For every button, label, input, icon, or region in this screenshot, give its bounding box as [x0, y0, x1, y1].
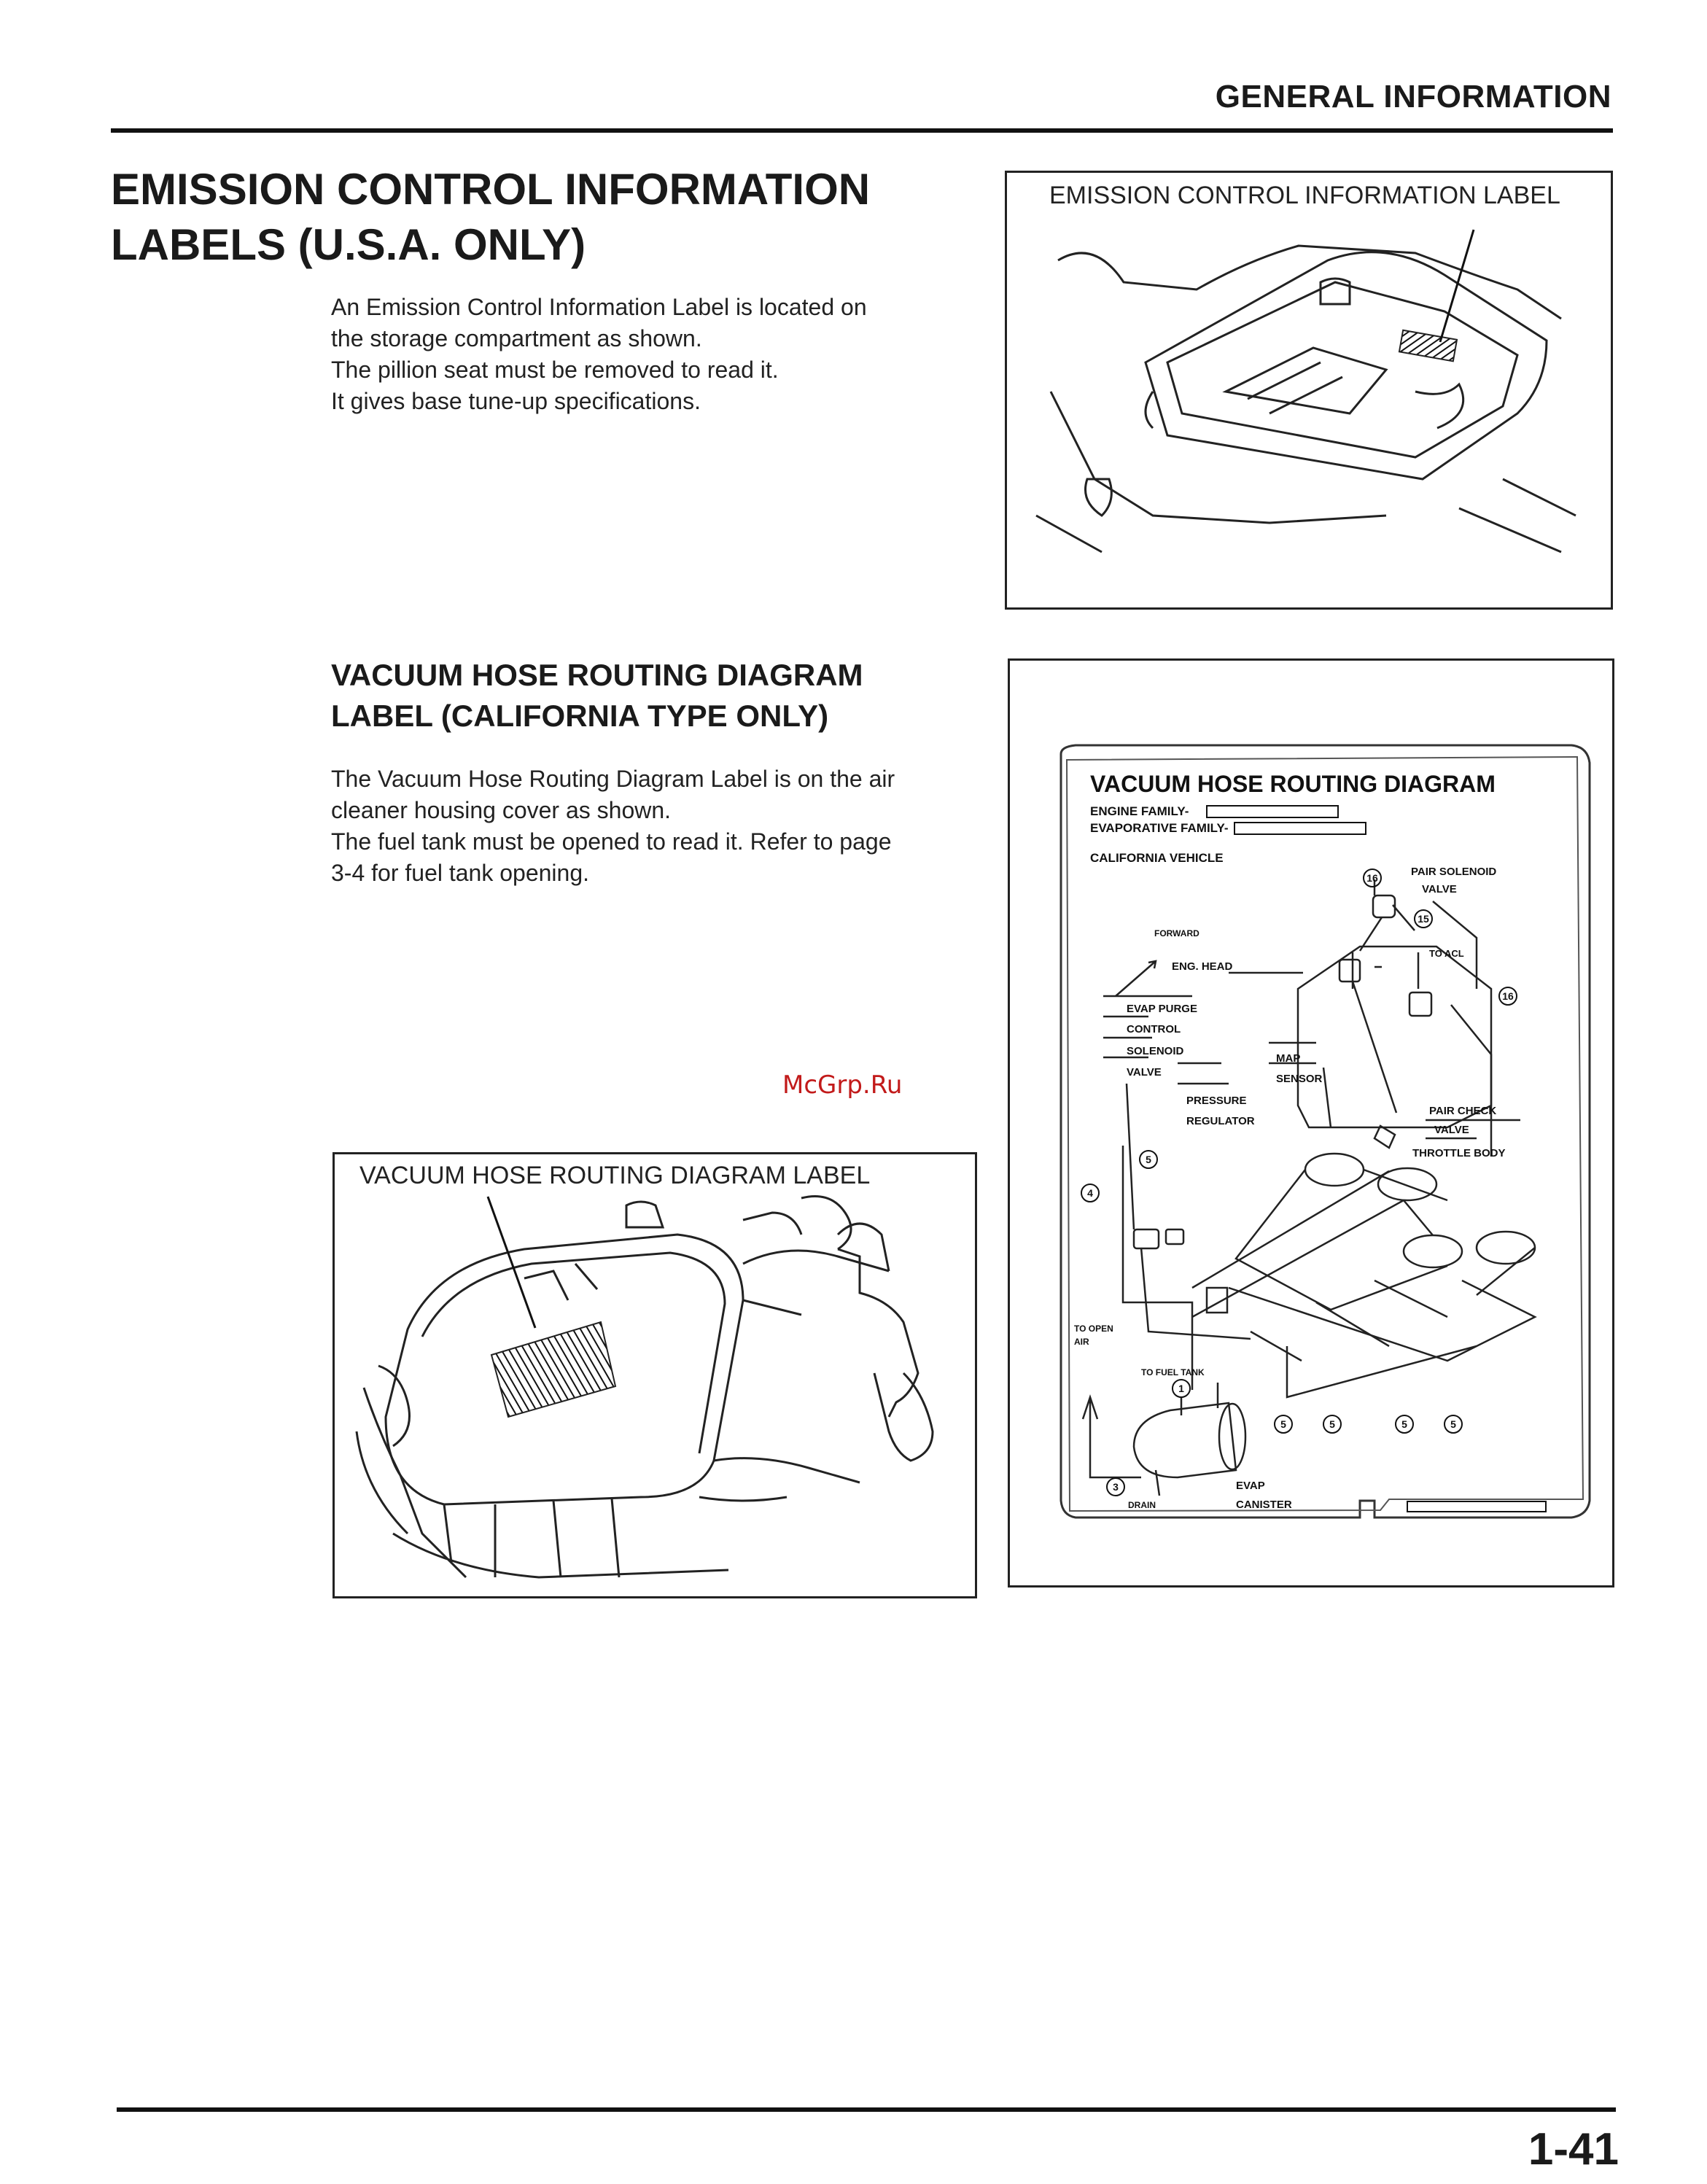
bottom-rule — [117, 2107, 1616, 2112]
label-pair-solenoid: PAIR SOLENOID — [1411, 866, 1497, 878]
vacuum-line: The Vacuum Hose Routing Diagram Label is on the air — [331, 766, 895, 792]
vacuum-line: 3-4 for fuel tank opening. — [331, 860, 590, 886]
label-valve-c: VALVE — [1434, 1124, 1469, 1136]
emission-label-caption: EMISSION CONTROL INFORMATION LABEL — [1049, 182, 1560, 209]
emission-label-sticker — [1399, 330, 1457, 362]
subtitle-line2: LABEL (CALIFORNIA TYPE ONLY) — [331, 699, 829, 733]
callout-16: 16 — [1366, 872, 1378, 884]
subtitle-line1: VACUUM HOSE ROUTING DIAGRAM — [331, 658, 863, 692]
section-header: GENERAL INFORMATION — [1215, 79, 1611, 114]
callout-5: 5 — [1401, 1418, 1407, 1430]
label-map: MAP — [1276, 1052, 1301, 1065]
label-solenoid: SOLENOID — [1127, 1045, 1184, 1057]
label-valve-b: VALVE — [1127, 1066, 1162, 1079]
label-throttle-body: THROTTLE BODY — [1412, 1147, 1506, 1159]
vacuum-line: The fuel tank must be opened to read it. Refer to page — [331, 828, 892, 855]
label-valve-a: VALVE — [1422, 883, 1457, 895]
vacuum-paragraph — [331, 763, 895, 889]
callout-5: 5 — [1329, 1418, 1335, 1430]
page-title-line2: LABELS (U.S.A. ONLY) — [111, 220, 586, 269]
vacuum-diagram-figure — [1008, 658, 1614, 1588]
label-forward: FORWARD — [1154, 928, 1199, 939]
callout-16: 16 — [1502, 990, 1514, 1002]
label-regulator: REGULATOR — [1186, 1115, 1255, 1127]
page-number: 1-41 — [1528, 2124, 1619, 2175]
storage-compartment-illustration — [1007, 173, 1611, 607]
callout-5: 5 — [1146, 1154, 1151, 1165]
top-rule — [111, 128, 1613, 133]
section-subtitle — [331, 655, 987, 737]
vacuum-hose-routing-diagram — [1010, 661, 1612, 1585]
label-to-fuel-tank: TO FUEL TANK — [1141, 1367, 1205, 1377]
label-evap-purge: EVAP PURGE — [1127, 1003, 1197, 1015]
intro-line: It gives base tune-up specifications. — [331, 388, 701, 414]
air-cleaner-illustration — [335, 1154, 975, 1596]
callout-3: 3 — [1113, 1481, 1119, 1493]
callout-4: 4 — [1087, 1187, 1093, 1199]
label-evap: EVAP — [1236, 1480, 1265, 1492]
engine-family-label: ENGINE FAMILY- — [1090, 804, 1189, 818]
label-pair-check: PAIR CHECK — [1429, 1105, 1497, 1117]
air-cleaner-figure — [333, 1152, 977, 1598]
label-to-acl: TO ACL — [1429, 948, 1464, 959]
intro-paragraph — [331, 292, 867, 417]
callout-5: 5 — [1280, 1418, 1286, 1430]
page-title-line1: EMISSION CONTROL INFORMATION — [111, 165, 871, 214]
watermark: McGrp.Ru — [782, 1070, 903, 1100]
callout-1: 1 — [1178, 1383, 1184, 1394]
label-to-open: TO OPEN — [1074, 1324, 1113, 1334]
vacuum-label-caption: VACUUM HOSE ROUTING DIAGRAM LABEL — [359, 1162, 871, 1189]
emission-label-figure — [1005, 171, 1613, 610]
callout-5: 5 — [1450, 1418, 1456, 1430]
label-air: AIR — [1074, 1337, 1089, 1347]
california-vehicle-label: CALIFORNIA VEHICLE — [1090, 851, 1224, 865]
intro-line: An Emission Control Information Label is located on — [331, 294, 867, 320]
label-canister: CANISTER — [1236, 1499, 1292, 1511]
evaporative-family-label: EVAPORATIVE FAMILY- — [1090, 821, 1229, 835]
label-sensor: SENSOR — [1276, 1073, 1323, 1085]
callout-15: 15 — [1418, 913, 1429, 925]
label-eng-head: ENG. HEAD — [1172, 960, 1233, 973]
label-pressure: PRESSURE — [1186, 1095, 1247, 1107]
intro-line: The pillion seat must be removed to read it. — [331, 357, 779, 383]
page-title — [111, 162, 986, 273]
label-control: CONTROL — [1127, 1023, 1181, 1035]
vacuum-line: cleaner housing cover as shown. — [331, 797, 672, 823]
vacuum-diagram-sticker — [491, 1322, 615, 1417]
label-drain: DRAIN — [1128, 1500, 1156, 1510]
diagram-title: VACUUM HOSE ROUTING DIAGRAM — [1090, 771, 1496, 797]
intro-line: the storage compartment as shown. — [331, 325, 702, 351]
